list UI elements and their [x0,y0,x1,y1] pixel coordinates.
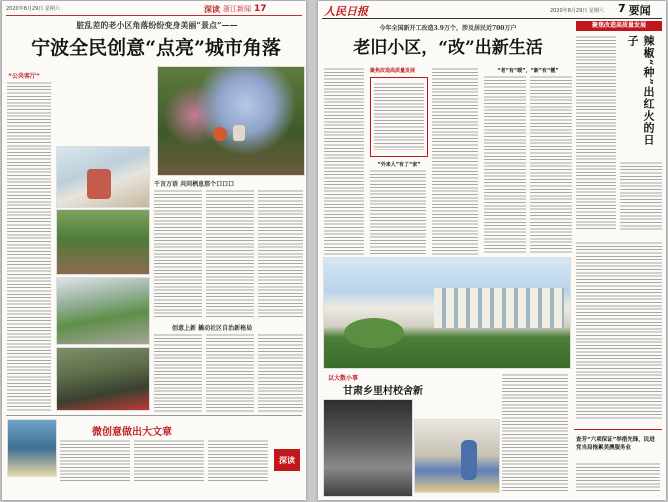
text-column [370,169,426,255]
text-column [154,189,202,319]
text-column [206,333,254,413]
text-column [208,439,268,483]
left-headline: 宁波全民创意“点亮”城市角落 [31,37,281,59]
col-heading-2: “老”有“暖”，“新”有“靓” [497,68,559,74]
header-rule [322,18,662,19]
text-column [324,67,364,255]
text-column [206,189,254,319]
left-section-header [204,3,302,15]
bottom-news-box [574,429,662,496]
right-newspaper-page[interactable] [318,1,666,500]
left-newspaper-page[interactable] [2,1,306,500]
text-column [620,161,662,231]
text-column [576,241,662,421]
left-subhead-3: 创意上新 撬动社区自治新格局 [172,325,253,332]
text-column [134,439,204,483]
section-name: 浙江新闻 [223,5,251,13]
bottom-box-title: 查芳“六项保证”举措先锋，民进党当局拖累美澳服务业 [576,437,655,451]
text-column [258,189,303,319]
text-column [502,373,568,493]
text-column [432,67,478,255]
right-headline: 老旧小区，“改”出新生活 [353,38,543,58]
left-date-line: 2020年8月29日 星期六 [6,6,60,12]
right-page-name: 要闻 [628,4,651,17]
left-page-number: 17 [254,4,267,14]
text-column [530,75,572,255]
text-column [258,333,303,413]
text-column [154,333,202,413]
header-rule [6,15,302,16]
volunteers-photo [56,347,150,411]
col-heading-1: “外来人”有了“家” [377,162,421,168]
left-subhead-2: 千言万语 共同栖息那个口口口 [154,181,235,188]
divider [6,415,302,416]
students-photo [414,419,500,493]
school-kicker: 以大数小事 [328,375,359,382]
mural-detail-photo [7,419,57,477]
old-school-photo [323,399,413,497]
left-subhead-1: “公共客厅” [8,73,40,80]
right-kicker: 今年全国新开工改造3.9万个，涉及居民近700万户 [379,25,517,32]
flower-garden-photo [157,66,305,176]
article-tag: 聚焦改造高质量发展 [370,68,416,74]
bottom-banner: 微创意做出大文章 [92,427,172,438]
masthead: 人民日报 [324,5,368,18]
text-column [7,81,51,411]
courtyard-photo [56,277,150,345]
right-page-number: 7 [618,2,626,15]
text-column [60,439,130,483]
mural-photo [56,146,150,208]
side-tag: 聚焦改造高质量发展 [576,21,662,31]
right-page-header [618,2,651,18]
school-headline: 甘肃乡里村校舍新 [343,386,423,397]
garden-photo [56,209,150,275]
bottom-badge: 深读 [274,449,300,471]
text-column [576,35,616,230]
commentary-title: 辣椒“种”出红火的日子 [626,35,655,146]
school-building-photo [323,257,571,369]
text-column [484,75,526,255]
left-kicker: 脏乱差的老小区角落纷纷变身美丽“景点”—— [76,20,238,30]
section-tag: 深读 [204,4,220,14]
right-date-line: 2020年8月29日 星期六 [550,8,604,14]
quote-box [370,77,428,157]
